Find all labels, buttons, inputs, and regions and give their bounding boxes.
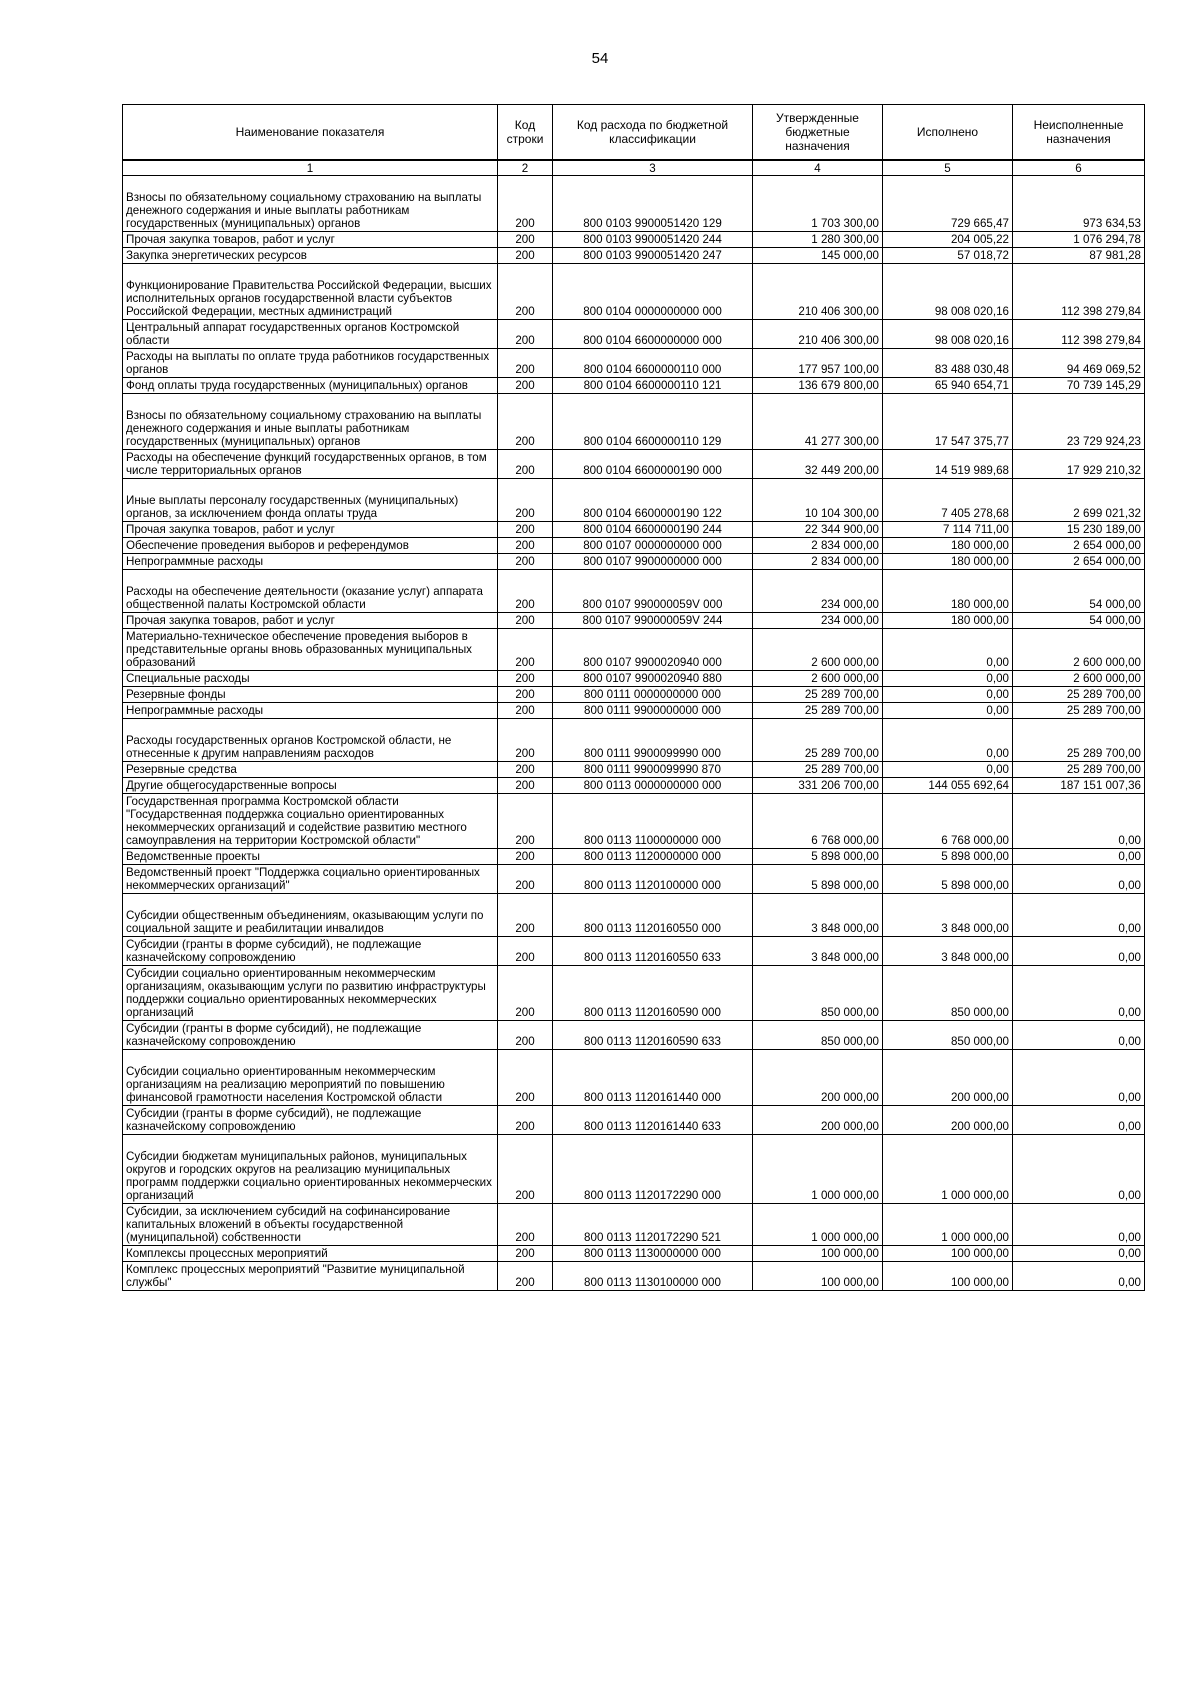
line-code-cell: 200 — [498, 248, 553, 264]
approved-amount-cell: 5 898 000,00 — [753, 849, 883, 865]
table-row — [123, 450, 1145, 479]
indicator-name-cell: Расходы на обеспечение функций государственных органов, в том числе территориальных органов — [123, 450, 498, 479]
indicator-name-cell: Субсидии бюджетам муниципальных районов, муниципальных округов и городских округов на реализацию муниципальных программ поддержки социально ориентированных некоммерческих организаций — [123, 1135, 498, 1204]
table-row — [123, 937, 1145, 966]
approved-amount-cell: 10 104 300,00 — [753, 479, 883, 522]
table-row — [123, 1246, 1145, 1262]
expense-code-cell: 800 0104 6600000110 000 — [553, 349, 753, 378]
unexecuted-amount-cell: 2 600 000,00 — [1013, 629, 1145, 671]
expense-code-cell: 800 0113 1120160590 633 — [553, 1021, 753, 1050]
table-row — [123, 687, 1145, 703]
table-row — [123, 1204, 1145, 1246]
table-row — [123, 794, 1145, 849]
header-line-code: Код строки — [498, 105, 553, 161]
approved-amount-cell: 234 000,00 — [753, 570, 883, 613]
unexecuted-amount-cell: 0,00 — [1013, 865, 1145, 894]
executed-amount-cell: 200 000,00 — [883, 1106, 1013, 1135]
executed-amount-cell: 100 000,00 — [883, 1262, 1013, 1291]
table-row — [123, 232, 1145, 248]
table-row — [123, 479, 1145, 522]
approved-amount-cell: 25 289 700,00 — [753, 719, 883, 762]
indicator-name-cell: Комплекс процессных мероприятий "Развитие муниципальной службы" — [123, 1262, 498, 1291]
expense-code-cell: 800 0113 1120161440 000 — [553, 1050, 753, 1106]
line-code-cell: 200 — [498, 450, 553, 479]
indicator-name-cell: Расходы государственных органов Костромской области, не отнесенные к другим направлениям расходов — [123, 719, 498, 762]
line-code-cell: 200 — [498, 1021, 553, 1050]
unexecuted-amount-cell: 94 469 069,52 — [1013, 349, 1145, 378]
column-number-row — [123, 160, 1145, 176]
unexecuted-amount-cell: 0,00 — [1013, 1106, 1145, 1135]
column-number: 4 — [753, 160, 883, 176]
table-row — [123, 349, 1145, 378]
indicator-name-cell: Прочая закупка товаров, работ и услуг — [123, 613, 498, 629]
expense-code-cell: 800 0107 990000059V 000 — [553, 570, 753, 613]
table-row — [123, 554, 1145, 570]
table-row — [123, 1021, 1145, 1050]
table-row — [123, 1050, 1145, 1106]
indicator-name-cell: Ведомственный проект "Поддержка социально ориентированных некоммерческих организаций" — [123, 865, 498, 894]
line-code-cell: 200 — [498, 794, 553, 849]
approved-amount-cell: 1 000 000,00 — [753, 1135, 883, 1204]
approved-amount-cell: 3 848 000,00 — [753, 894, 883, 937]
header-unexecuted: Неисполненные назначения — [1013, 105, 1145, 161]
expense-code-cell: 800 0103 9900051420 244 — [553, 232, 753, 248]
line-code-cell: 200 — [498, 778, 553, 794]
line-code-cell: 200 — [498, 865, 553, 894]
approved-amount-cell: 25 289 700,00 — [753, 762, 883, 778]
executed-amount-cell: 6 768 000,00 — [883, 794, 1013, 849]
approved-amount-cell: 331 206 700,00 — [753, 778, 883, 794]
approved-amount-cell: 200 000,00 — [753, 1106, 883, 1135]
line-code-cell: 200 — [498, 629, 553, 671]
table-row — [123, 894, 1145, 937]
unexecuted-amount-cell: 25 289 700,00 — [1013, 719, 1145, 762]
expense-code-cell: 800 0104 6600000110 121 — [553, 378, 753, 394]
executed-amount-cell: 14 519 989,68 — [883, 450, 1013, 479]
expense-code-cell: 800 0104 6600000190 122 — [553, 479, 753, 522]
approved-amount-cell: 210 406 300,00 — [753, 320, 883, 349]
line-code-cell: 200 — [498, 538, 553, 554]
unexecuted-amount-cell: 54 000,00 — [1013, 613, 1145, 629]
table-body — [123, 176, 1145, 1291]
unexecuted-amount-cell: 2 654 000,00 — [1013, 554, 1145, 570]
line-code-cell: 200 — [498, 703, 553, 719]
table-row — [123, 1135, 1145, 1204]
expense-code-cell: 800 0111 9900099990 870 — [553, 762, 753, 778]
approved-amount-cell: 1 000 000,00 — [753, 1204, 883, 1246]
executed-amount-cell: 100 000,00 — [883, 1246, 1013, 1262]
executed-amount-cell: 144 055 692,64 — [883, 778, 1013, 794]
expense-code-cell: 800 0104 6600000000 000 — [553, 320, 753, 349]
unexecuted-amount-cell: 70 739 145,29 — [1013, 378, 1145, 394]
expense-code-cell: 800 0113 1120160590 000 — [553, 966, 753, 1021]
expense-code-cell: 800 0104 6600000190 244 — [553, 522, 753, 538]
table-row — [123, 1262, 1145, 1291]
approved-amount-cell: 41 277 300,00 — [753, 394, 883, 450]
line-code-cell: 200 — [498, 176, 553, 232]
approved-amount-cell: 1 703 300,00 — [753, 176, 883, 232]
approved-amount-cell: 2 834 000,00 — [753, 554, 883, 570]
table-row — [123, 865, 1145, 894]
expense-code-cell: 800 0113 1130000000 000 — [553, 1246, 753, 1262]
column-number: 6 — [1013, 160, 1145, 176]
executed-amount-cell: 200 000,00 — [883, 1050, 1013, 1106]
executed-amount-cell: 204 005,22 — [883, 232, 1013, 248]
table-row — [123, 320, 1145, 349]
approved-amount-cell: 850 000,00 — [753, 1021, 883, 1050]
approved-amount-cell: 32 449 200,00 — [753, 450, 883, 479]
line-code-cell: 200 — [498, 378, 553, 394]
expense-code-cell: 800 0113 1120160550 633 — [553, 937, 753, 966]
line-code-cell: 200 — [498, 1050, 553, 1106]
indicator-name-cell: Расходы на выплаты по оплате труда работников государственных органов — [123, 349, 498, 378]
unexecuted-amount-cell: 1 076 294,78 — [1013, 232, 1145, 248]
executed-amount-cell: 5 898 000,00 — [883, 849, 1013, 865]
unexecuted-amount-cell: 25 289 700,00 — [1013, 687, 1145, 703]
approved-amount-cell: 6 768 000,00 — [753, 794, 883, 849]
executed-amount-cell: 180 000,00 — [883, 570, 1013, 613]
header-executed: Исполнено — [883, 105, 1013, 161]
executed-amount-cell: 180 000,00 — [883, 554, 1013, 570]
executed-amount-cell: 3 848 000,00 — [883, 894, 1013, 937]
unexecuted-amount-cell: 0,00 — [1013, 937, 1145, 966]
line-code-cell: 200 — [498, 554, 553, 570]
indicator-name-cell: Специальные расходы — [123, 671, 498, 687]
header-approved: Утвержденные бюджетные назначения — [753, 105, 883, 161]
indicator-name-cell: Субсидии социально ориентированным некоммерческим организациям, оказывающим услуги по развитию инфраструктуры поддержки социально ориентированных некоммерческих организаций — [123, 966, 498, 1021]
executed-amount-cell: 0,00 — [883, 671, 1013, 687]
indicator-name-cell: Непрограммные расходы — [123, 703, 498, 719]
executed-amount-cell: 7 405 278,68 — [883, 479, 1013, 522]
expense-code-cell: 800 0107 0000000000 000 — [553, 538, 753, 554]
executed-amount-cell: 7 114 711,00 — [883, 522, 1013, 538]
approved-amount-cell: 850 000,00 — [753, 966, 883, 1021]
table-row — [123, 570, 1145, 613]
indicator-name-cell: Взносы по обязательному социальному страхованию на выплаты денежного содержания и иные выплаты работникам государственных (муниципальных) органов — [123, 394, 498, 450]
executed-amount-cell: 65 940 654,71 — [883, 378, 1013, 394]
unexecuted-amount-cell: 187 151 007,36 — [1013, 778, 1145, 794]
table-row — [123, 248, 1145, 264]
approved-amount-cell: 177 957 100,00 — [753, 349, 883, 378]
unexecuted-amount-cell: 0,00 — [1013, 966, 1145, 1021]
approved-amount-cell: 3 848 000,00 — [753, 937, 883, 966]
approved-amount-cell: 22 344 900,00 — [753, 522, 883, 538]
indicator-name-cell: Прочая закупка товаров, работ и услуг — [123, 232, 498, 248]
line-code-cell: 200 — [498, 349, 553, 378]
unexecuted-amount-cell: 2 654 000,00 — [1013, 538, 1145, 554]
unexecuted-amount-cell: 25 289 700,00 — [1013, 762, 1145, 778]
executed-amount-cell: 1 000 000,00 — [883, 1135, 1013, 1204]
column-number: 1 — [123, 160, 498, 176]
indicator-name-cell: Субсидии социально ориентированным некоммерческим организациям на реализацию мероприятий по повышению финансовой грамотности населения Костромской области — [123, 1050, 498, 1106]
indicator-name-cell: Резервные средства — [123, 762, 498, 778]
approved-amount-cell: 100 000,00 — [753, 1246, 883, 1262]
line-code-cell: 200 — [498, 1246, 553, 1262]
page-number: 54 — [591, 50, 609, 67]
line-code-cell: 200 — [498, 394, 553, 450]
column-number: 5 — [883, 160, 1013, 176]
executed-amount-cell: 729 665,47 — [883, 176, 1013, 232]
executed-amount-cell: 3 848 000,00 — [883, 937, 1013, 966]
table-row — [123, 378, 1145, 394]
expense-code-cell: 800 0113 1120161440 633 — [553, 1106, 753, 1135]
line-code-cell: 200 — [498, 264, 553, 320]
table-row — [123, 778, 1145, 794]
table-row — [123, 671, 1145, 687]
line-code-cell: 200 — [498, 719, 553, 762]
table-row — [123, 522, 1145, 538]
expense-code-cell: 800 0113 1130100000 000 — [553, 1262, 753, 1291]
approved-amount-cell: 2 834 000,00 — [753, 538, 883, 554]
approved-amount-cell: 145 000,00 — [753, 248, 883, 264]
unexecuted-amount-cell: 112 398 279,84 — [1013, 264, 1145, 320]
executed-amount-cell: 1 000 000,00 — [883, 1204, 1013, 1246]
executed-amount-cell: 57 018,72 — [883, 248, 1013, 264]
indicator-name-cell: Непрограммные расходы — [123, 554, 498, 570]
executed-amount-cell: 0,00 — [883, 762, 1013, 778]
table-header-row — [123, 105, 1145, 161]
indicator-name-cell: Субсидии (гранты в форме субсидий), не подлежащие казначейскому сопровождению — [123, 937, 498, 966]
line-code-cell: 200 — [498, 894, 553, 937]
line-code-cell: 200 — [498, 613, 553, 629]
approved-amount-cell: 100 000,00 — [753, 1262, 883, 1291]
unexecuted-amount-cell: 0,00 — [1013, 1135, 1145, 1204]
table-row — [123, 394, 1145, 450]
indicator-name-cell: Обеспечение проведения выборов и референдумов — [123, 538, 498, 554]
expense-code-cell: 800 0103 9900051420 129 — [553, 176, 753, 232]
table-row — [123, 719, 1145, 762]
line-code-cell: 200 — [498, 320, 553, 349]
expense-code-cell: 800 0113 1120172290 521 — [553, 1204, 753, 1246]
indicator-name-cell: Функционирование Правительства Российской Федерации, высших исполнительных органов государственной власти субъектов Российской Федерации, местных администраций — [123, 264, 498, 320]
unexecuted-amount-cell: 25 289 700,00 — [1013, 703, 1145, 719]
table-row — [123, 613, 1145, 629]
expense-code-cell: 800 0104 6600000110 129 — [553, 394, 753, 450]
expense-code-cell: 800 0107 9900020940 000 — [553, 629, 753, 671]
line-code-cell: 200 — [498, 966, 553, 1021]
executed-amount-cell: 850 000,00 — [883, 966, 1013, 1021]
indicator-name-cell: Резервные фонды — [123, 687, 498, 703]
line-code-cell: 200 — [498, 687, 553, 703]
line-code-cell: 200 — [498, 1106, 553, 1135]
indicator-name-cell: Закупка энергетических ресурсов — [123, 248, 498, 264]
indicator-name-cell: Материально-техническое обеспечение проведения выборов в представительные органы вновь образованных муниципальных образований — [123, 629, 498, 671]
executed-amount-cell: 17 547 375,77 — [883, 394, 1013, 450]
executed-amount-cell: 0,00 — [883, 719, 1013, 762]
header-indicator-name: Наименование показателя — [123, 105, 498, 161]
executed-amount-cell: 83 488 030,48 — [883, 349, 1013, 378]
unexecuted-amount-cell: 0,00 — [1013, 794, 1145, 849]
header-expense-code: Код расхода по бюджетной классификации — [553, 105, 753, 161]
expense-code-cell: 800 0113 1120000000 000 — [553, 849, 753, 865]
indicator-name-cell: Прочая закупка товаров, работ и услуг — [123, 522, 498, 538]
approved-amount-cell: 234 000,00 — [753, 613, 883, 629]
expense-code-cell: 800 0113 1120172290 000 — [553, 1135, 753, 1204]
line-code-cell: 200 — [498, 849, 553, 865]
line-code-cell: 200 — [498, 671, 553, 687]
executed-amount-cell: 5 898 000,00 — [883, 865, 1013, 894]
indicator-name-cell: Ведомственные проекты — [123, 849, 498, 865]
approved-amount-cell: 200 000,00 — [753, 1050, 883, 1106]
expense-code-cell: 800 0113 1120100000 000 — [553, 865, 753, 894]
unexecuted-amount-cell: 973 634,53 — [1013, 176, 1145, 232]
approved-amount-cell: 25 289 700,00 — [753, 703, 883, 719]
expense-code-cell: 800 0111 0000000000 000 — [553, 687, 753, 703]
line-code-cell: 200 — [498, 762, 553, 778]
line-code-cell: 200 — [498, 937, 553, 966]
table-row — [123, 703, 1145, 719]
unexecuted-amount-cell: 54 000,00 — [1013, 570, 1145, 613]
approved-amount-cell: 2 600 000,00 — [753, 629, 883, 671]
table-row — [123, 264, 1145, 320]
expense-code-cell: 800 0107 9900020940 880 — [553, 671, 753, 687]
table-row — [123, 1106, 1145, 1135]
unexecuted-amount-cell: 15 230 189,00 — [1013, 522, 1145, 538]
expense-code-cell: 800 0111 9900099990 000 — [553, 719, 753, 762]
executed-amount-cell: 850 000,00 — [883, 1021, 1013, 1050]
expense-code-cell: 800 0104 6600000190 000 — [553, 450, 753, 479]
line-code-cell: 200 — [498, 1135, 553, 1204]
indicator-name-cell: Другие общегосударственные вопросы — [123, 778, 498, 794]
indicator-name-cell: Фонд оплаты труда государственных (муниципальных) органов — [123, 378, 498, 394]
expense-code-cell: 800 0107 990000059V 244 — [553, 613, 753, 629]
indicator-name-cell: Расходы на обеспечение деятельности (оказание услуг) аппарата общественной палаты Костромской области — [123, 570, 498, 613]
indicator-name-cell: Комплексы процессных мероприятий — [123, 1246, 498, 1262]
line-code-cell: 200 — [498, 522, 553, 538]
unexecuted-amount-cell: 87 981,28 — [1013, 248, 1145, 264]
expense-code-cell: 800 0111 9900000000 000 — [553, 703, 753, 719]
unexecuted-amount-cell: 0,00 — [1013, 1204, 1145, 1246]
unexecuted-amount-cell: 17 929 210,32 — [1013, 450, 1145, 479]
indicator-name-cell: Субсидии (гранты в форме субсидий), не подлежащие казначейскому сопровождению — [123, 1021, 498, 1050]
approved-amount-cell: 210 406 300,00 — [753, 264, 883, 320]
table-row — [123, 762, 1145, 778]
approved-amount-cell: 5 898 000,00 — [753, 865, 883, 894]
unexecuted-amount-cell: 0,00 — [1013, 849, 1145, 865]
unexecuted-amount-cell: 2 600 000,00 — [1013, 671, 1145, 687]
indicator-name-cell: Субсидии, за исключением субсидий на софинансирование капитальных вложений в объекты государственной (муниципальной) собственности — [123, 1204, 498, 1246]
indicator-name-cell: Государственная программа Костромской области "Государственная поддержка социально ориентированных некоммерческих организаций и содействие развитию местного самоуправления на территории Костромской области" — [123, 794, 498, 849]
unexecuted-amount-cell: 0,00 — [1013, 894, 1145, 937]
indicator-name-cell: Субсидии (гранты в форме субсидий), не подлежащие казначейскому сопровождению — [123, 1106, 498, 1135]
expense-code-cell: 800 0113 0000000000 000 — [553, 778, 753, 794]
indicator-name-cell: Субсидии общественным объединениям, оказывающим услуги по социальной защите и реабилитации инвалидов — [123, 894, 498, 937]
expense-code-cell: 800 0113 1100000000 000 — [553, 794, 753, 849]
indicator-name-cell: Взносы по обязательному социальному страхованию на выплаты денежного содержания и иные выплаты работникам государственных (муниципальных) органов — [123, 176, 498, 232]
executed-amount-cell: 0,00 — [883, 687, 1013, 703]
expense-code-cell: 800 0104 0000000000 000 — [553, 264, 753, 320]
unexecuted-amount-cell: 112 398 279,84 — [1013, 320, 1145, 349]
table-row — [123, 538, 1145, 554]
expense-code-cell: 800 0103 9900051420 247 — [553, 248, 753, 264]
line-code-cell: 200 — [498, 1262, 553, 1291]
indicator-name-cell: Центральный аппарат государственных органов Костромской области — [123, 320, 498, 349]
approved-amount-cell: 1 280 300,00 — [753, 232, 883, 248]
executed-amount-cell: 0,00 — [883, 703, 1013, 719]
approved-amount-cell: 2 600 000,00 — [753, 671, 883, 687]
line-code-cell: 200 — [498, 1204, 553, 1246]
line-code-cell: 200 — [498, 570, 553, 613]
unexecuted-amount-cell: 2 699 021,32 — [1013, 479, 1145, 522]
table-row — [123, 849, 1145, 865]
unexecuted-amount-cell: 0,00 — [1013, 1021, 1145, 1050]
unexecuted-amount-cell: 23 729 924,23 — [1013, 394, 1145, 450]
unexecuted-amount-cell: 0,00 — [1013, 1246, 1145, 1262]
executed-amount-cell: 180 000,00 — [883, 613, 1013, 629]
executed-amount-cell: 180 000,00 — [883, 538, 1013, 554]
column-number: 2 — [498, 160, 553, 176]
line-code-cell: 200 — [498, 232, 553, 248]
column-number: 3 — [553, 160, 753, 176]
budget-execution-table — [122, 104, 1145, 1291]
line-code-cell: 200 — [498, 479, 553, 522]
executed-amount-cell: 98 008 020,16 — [883, 264, 1013, 320]
table-row — [123, 629, 1145, 671]
approved-amount-cell: 136 679 800,00 — [753, 378, 883, 394]
expense-code-cell: 800 0107 9900000000 000 — [553, 554, 753, 570]
unexecuted-amount-cell: 0,00 — [1013, 1050, 1145, 1106]
approved-amount-cell: 25 289 700,00 — [753, 687, 883, 703]
indicator-name-cell: Иные выплаты персоналу государственных (муниципальных) органов, за исключением фонда оплаты труда — [123, 479, 498, 522]
expense-code-cell: 800 0113 1120160550 000 — [553, 894, 753, 937]
unexecuted-amount-cell: 0,00 — [1013, 1262, 1145, 1291]
executed-amount-cell: 98 008 020,16 — [883, 320, 1013, 349]
executed-amount-cell: 0,00 — [883, 629, 1013, 671]
table-row — [123, 176, 1145, 232]
table-row — [123, 966, 1145, 1021]
